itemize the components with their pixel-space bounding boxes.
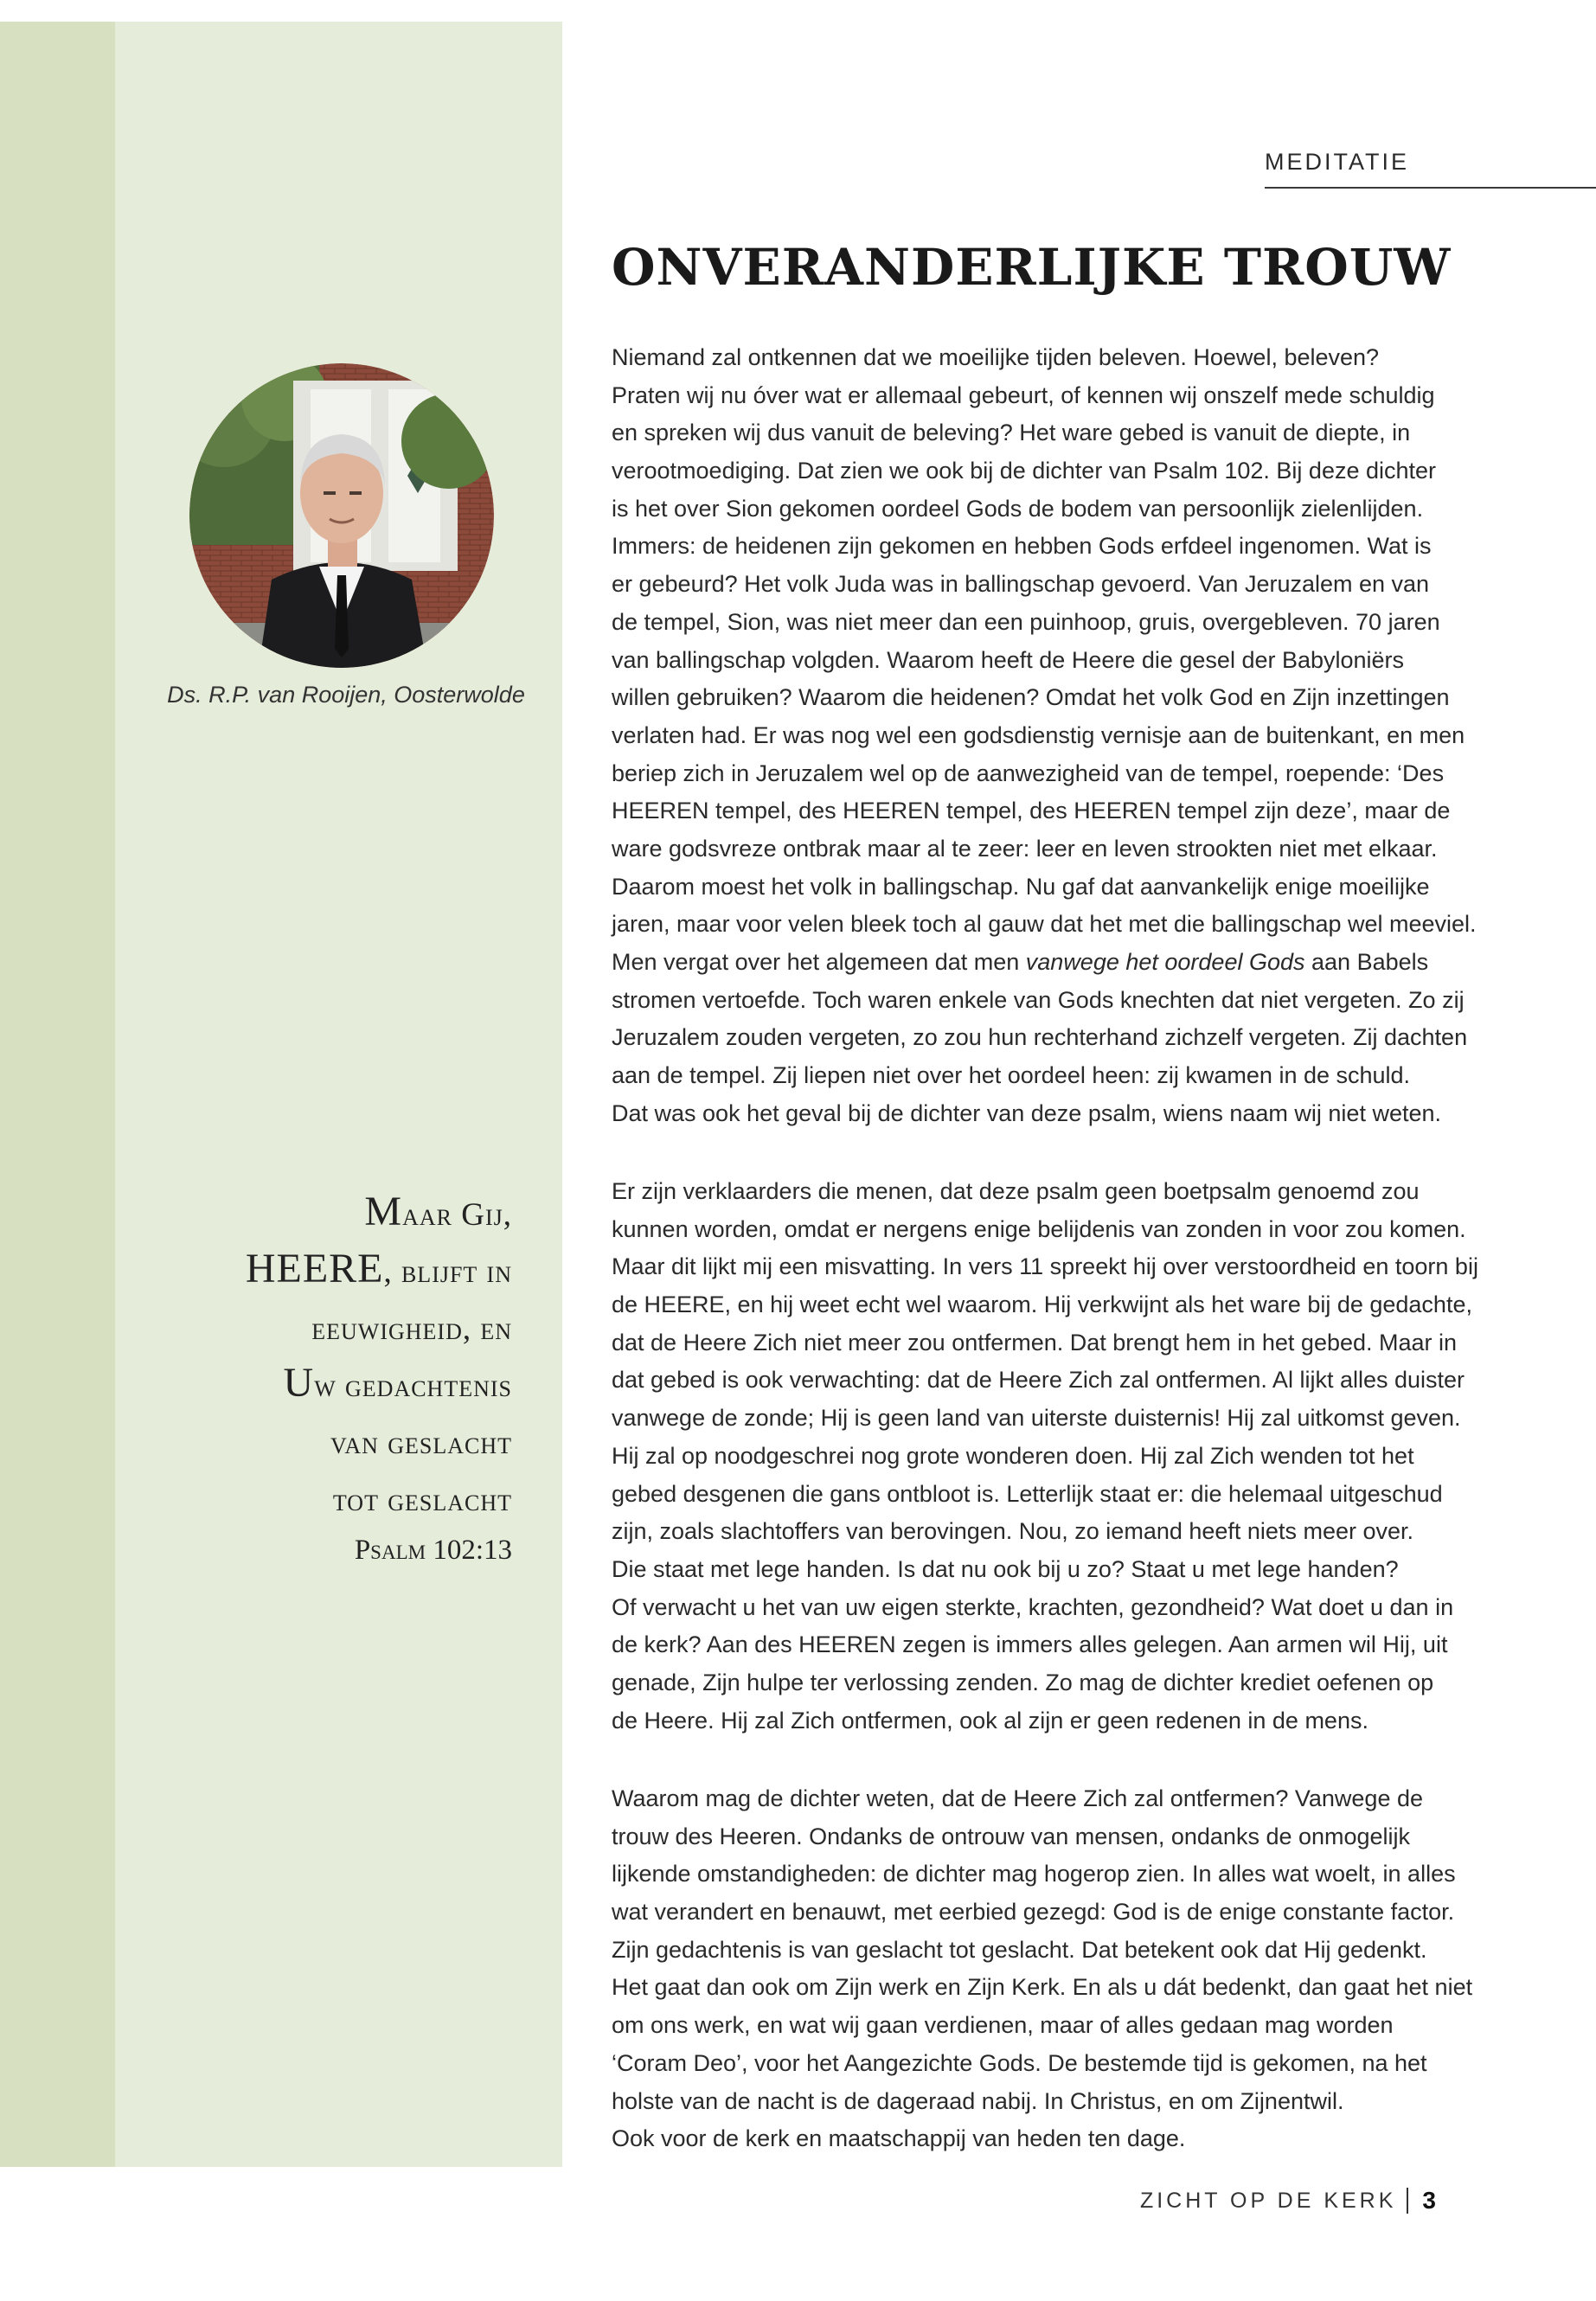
quote-line: tot geslacht [332, 1483, 512, 1518]
text-line: ware godsvreze ontbrak maar al te zeer: leer en leven strookten niet met elkaar. [612, 835, 1438, 862]
body-paragraph [612, 339, 1563, 1132]
text-line: jaren, maar voor velen bleek toch al gauw dat het met die ballingschap wel meeviel. [612, 911, 1477, 938]
text-line: de HEERE, en hij weet echt wel waarom. Hij verkwijnt als het ware bij de gedachte, [612, 1292, 1472, 1318]
article-title: ONVERANDERLIJKE TROUW [612, 238, 1452, 297]
text-line: van ballingschap volgden. Waarom heeft de Heere die gesel der Babyloniërs [612, 646, 1405, 673]
text-line: willen gebruiken? Waarom die heidenen? Omdat het volk God en Zijn inzettingen [612, 684, 1450, 711]
text-line: de kerk? Aan des HEEREN zegen is immers alles gelegen. Aan armen wil Hij, uit [612, 1631, 1448, 1658]
text-line: Maar dit lijkt mij een misvatting. In vers 11 spreekt hij over verstoordheid en toorn bij [612, 1253, 1478, 1280]
text-line: er gebeurd? Het volk Juda was in ballingschap gevoerd. Van Jeruzalem en van [612, 571, 1430, 598]
text-line: Of verwacht u het van uw eigen sterkte, krachten, gezondheid? Wat doet u dan in [612, 1593, 1454, 1620]
text-line: Zijn gedachtenis is van geslacht tot geslacht. Dat betekent ook dat Hij gedenkt. [612, 1936, 1427, 1963]
author-photo [189, 363, 494, 668]
text-line: kunnen worden, omdat er nergens enige belijdenis van zonden in voor zou komen. [612, 1215, 1466, 1242]
text-line: Niemand zal ontkennen dat we moeilijke tijden beleven. Hoewel, beleven? [612, 344, 1380, 370]
text-line: de tempel, Sion, was niet meer dan een puinhoop, gruis, overgebleven. 70 jaren [612, 608, 1440, 635]
text-line: om ons werk, en wat wij gaan verdienen, maar of alles gedaan mag worden [612, 2012, 1394, 2039]
page-number: 3 [1422, 2187, 1436, 2214]
text-line: HEEREN tempel, des HEEREN tempel, des HEEREN tempel zijn deze’, maar de [612, 798, 1451, 824]
text-line: beriep zich in Jeruzalem wel op de aanwezigheid van de tempel, roepende: ‘Des [612, 760, 1445, 786]
text-line: Waarom mag de dichter weten, dat de Heere Zich zal ontfermen? Vanwege de [612, 1785, 1423, 1811]
magazine-name: ZICHT OP DE KERK [1139, 2188, 1397, 2213]
text-line: Die staat met lege handen. Is dat nu ook bij u zo? Staat u met lege handen? [612, 1555, 1399, 1582]
text-line: dat de Heere Zich niet meer zou ontfermen. Dat brengt hem in het gebed. Maar in [612, 1329, 1458, 1356]
text-line: stromen vertoefde. Toch waren enkele van Gods knechten dat niet vergeten. Zo zij [612, 986, 1465, 1013]
quote-reference: Psalm 102:13 [354, 1535, 512, 1566]
pull-quote [130, 1185, 512, 1573]
quote-line: Uw gedachtenis [283, 1360, 512, 1406]
text-line: Immers: de heidenen zijn gekomen en hebben Gods erfdeel ingenomen. Wat is [612, 533, 1432, 560]
text-line: Men vergat over het algemeen dat men vanwege het oordeel Gods aan Babels [612, 949, 1429, 975]
footer-divider [1407, 2188, 1408, 2214]
section-rule [1265, 187, 1596, 189]
author-caption: Ds. R.P. van Rooijen, Oosterwolde [167, 682, 525, 708]
text-line: aan de tempel. Zij liepen niet over het oordeel heen: zij kwamen in de schuld. [612, 1062, 1411, 1089]
text-line: wat verandert en benauwt, met eerbied gezegd: God is de enige constante factor. [612, 1899, 1455, 1926]
text-line: genade, Zijn hulpe ter verlossing zenden. Zo mag de dichter krediet oefenen op [612, 1669, 1434, 1695]
text-line: ‘Coram Deo’, voor het Aangezichte Gods. De bestemde tijd is gekomen, na het [612, 2049, 1427, 2076]
text-line: gebed desgenen die gans ontbloot is. Letterlijk staat er: die helemaal uitgeschud [612, 1480, 1443, 1507]
text-line: Ook voor de kerk en maatschappij van heden ten dage. [612, 2125, 1186, 2152]
text-line: zijn, zoals slachtoffers van berovingen. Nou, zo iemand heeft niets meer over. [612, 1518, 1414, 1545]
text-line: holste van de nacht is de dageraad nabij. In Christus, en om Zijnentwil. [612, 2087, 1344, 2114]
text-line: dat gebed is ook verwachting: dat de Heere Zich zal ontfermen. Al lijkt alles duister [612, 1367, 1465, 1394]
text-line: en spreken wij dus vanuit de beleving? Het ware gebed is vanuit de diepte, in [612, 420, 1411, 446]
text-line: Hij zal op noodgeschrei nog grote wonderen doen. Hij zal Zich wenden tot het [612, 1442, 1414, 1469]
body-paragraph [612, 1780, 1563, 2158]
text-line: Dat was ook het geval bij de dichter van deze psalm, wiens naam wij niet weten. [612, 1099, 1442, 1126]
text-line: verlaten had. Er was nog wel een godsdienstig vernisje aan de buitenkant, en men [612, 721, 1465, 748]
text-line: is het over Sion gekomen oordeel Gods de bodem van persoonlijk zielenlijden. [612, 495, 1424, 522]
text-line: vanwege de zonde; Hij is geen land van uiterste duisternis! Hij zal uitkomst geven. [612, 1405, 1461, 1432]
text-line: lijkende omstandigheden: de dichter mag hogerop zien. In alles wat woelt, in alles [612, 1861, 1456, 1888]
quote-line: van geslacht [330, 1426, 512, 1461]
sidebar-panel [115, 22, 562, 2167]
section-label: MEDITATIE [1265, 149, 1409, 175]
text-line: Het gaat dan ook om Zijn werk en Zijn Kerk. En als u dát bedenkt, dan gaat het niet [612, 1974, 1473, 2001]
text-line: Jeruzalem zouden vergeten, zo zou hun rechterhand zichzelf vergeten. Zij dachten [612, 1024, 1468, 1051]
quote-line: HEERE, blijft in [245, 1246, 512, 1292]
text-line: Daarom moest het volk in ballingschap. Nu gaf dat aanvankelijk enige moeilijke [612, 873, 1430, 900]
text-line: Praten wij nu óver wat er allemaal gebeurt, of kennen wij onszelf mede schuldig [612, 381, 1435, 408]
decorative-band-dark [0, 22, 115, 2167]
quote-line: eeuwigheid, en [311, 1311, 512, 1347]
text-line: verootmoediging. Dat zien we ook bij de dichter van Psalm 102. Bij deze dichter [612, 458, 1437, 484]
text-line: trouw des Heeren. Ondanks de ontrouw van mensen, ondanks de onmogelijk [612, 1823, 1411, 1849]
text-line: Er zijn verklaarders die menen, dat deze psalm geen boetpsalm genoemd zou [612, 1178, 1420, 1204]
quote-line: Maar Gij, [364, 1189, 512, 1234]
text-line: de Heere. Hij zal Zich ontfermen, ook al zijn er geen redenen in de mens. [612, 1707, 1368, 1734]
page-footer [1140, 2187, 1436, 2214]
body-paragraph [612, 1173, 1563, 1740]
